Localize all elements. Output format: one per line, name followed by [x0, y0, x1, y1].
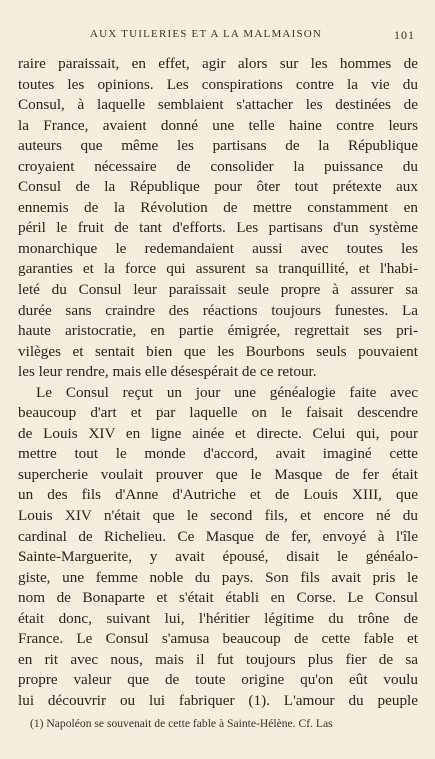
text-line: de Louis XIV en ligne ainée et directe. Celui qui, pour [18, 424, 418, 442]
text-line: leté du Consul leur paraissait seule propre à assurer sa [18, 281, 418, 299]
running-title: AUX TUILERIES ET A LA MALMAISON [90, 28, 323, 40]
text-line: péril le fruit de tant d'efforts. Les partisans d'un système [18, 219, 418, 237]
text-line-paragraph-start: Le Consul reçut un jour une généalogie faite avec [36, 383, 418, 401]
running-header [0, 28, 435, 44]
text-line: monarchique le redemandaient aussi avec toutes les [18, 239, 418, 257]
body-text [18, 54, 418, 712]
text-line: la France, avaient donné une telle haine contre leurs [18, 116, 418, 134]
text-line: mettre tout le monde d'accord, avait imaginé cette [18, 445, 418, 463]
text-line: Consul, à laquelle semblaient s'attacher les destinées de [18, 96, 418, 114]
text-line: garanties et la force qui assurent sa tranquillité, et l'habi- [18, 260, 418, 278]
text-line: vilèges et sentait bien que les Bourbons seuls pouvaient [18, 342, 418, 360]
text-line: propre valeur que de toute origine qu'on eût voulu [18, 671, 418, 689]
text-line: beaucoup d'art et par laquelle on le faisait descendre [18, 404, 418, 422]
text-line: Louis XIV n'était que le second fils, et encore né du [18, 507, 418, 525]
page-number: 101 [394, 28, 415, 42]
text-line: Sainte-Marguerite, y avait épousé, disait le généalo- [18, 548, 418, 566]
text-line: ennemis de la Révolution de mettre constamment en [18, 198, 418, 216]
text-line: croyaient nécessaire de consolider la puissance du [18, 157, 418, 175]
text-line: était donc, suivant lui, l'héritier légitime du trône de [18, 609, 418, 627]
text-line: raire paraissait, en effet, agir alors sur les hommes de [18, 55, 418, 72]
text-line: un des fils d'Anne d'Autriche et de Louis XIII, que [18, 486, 418, 504]
text-line: lui découvrir ou lui fabriquer (1). L'amour du peuple [18, 691, 418, 709]
text-line: giste, une femme noble du pays. Son fils avait pris le [18, 568, 418, 586]
text-line: haute aristocratie, en partie émigrée, regrettait ses pri- [18, 322, 418, 340]
text-line: en rit avec nous, mais il fut toujours plus fier de sa [18, 650, 418, 668]
text-line: durée sans craindre des réactions toujours funestes. La [18, 301, 418, 319]
text-line: supercherie voulait prouver que le Masque de fer était [18, 465, 418, 483]
text-line: auteurs que même les partisans de la République [18, 137, 418, 155]
footnote: (1) Napoléon se souvenait de cette fable à Sainte-Hélène. Cf. Las [30, 717, 333, 730]
text-line: France. Le Consul s'amusa beaucoup de cette fable et [18, 630, 418, 648]
text-line: Consul de la République pour ôter tout prétexte aux [18, 178, 418, 196]
text-line: cardinal de Richelieu. Ce Masque de fer, envoyé à l'île [18, 527, 418, 545]
text-line: nom de Bonaparte et s'était établi en Corse. Le Consul [18, 589, 418, 607]
text-line-paragraph-end: les leur rendre, mais elle désespérait de ce retour. [18, 363, 317, 381]
text-line: toutes les opinions. Les conspirations contre la vie du [18, 75, 418, 93]
